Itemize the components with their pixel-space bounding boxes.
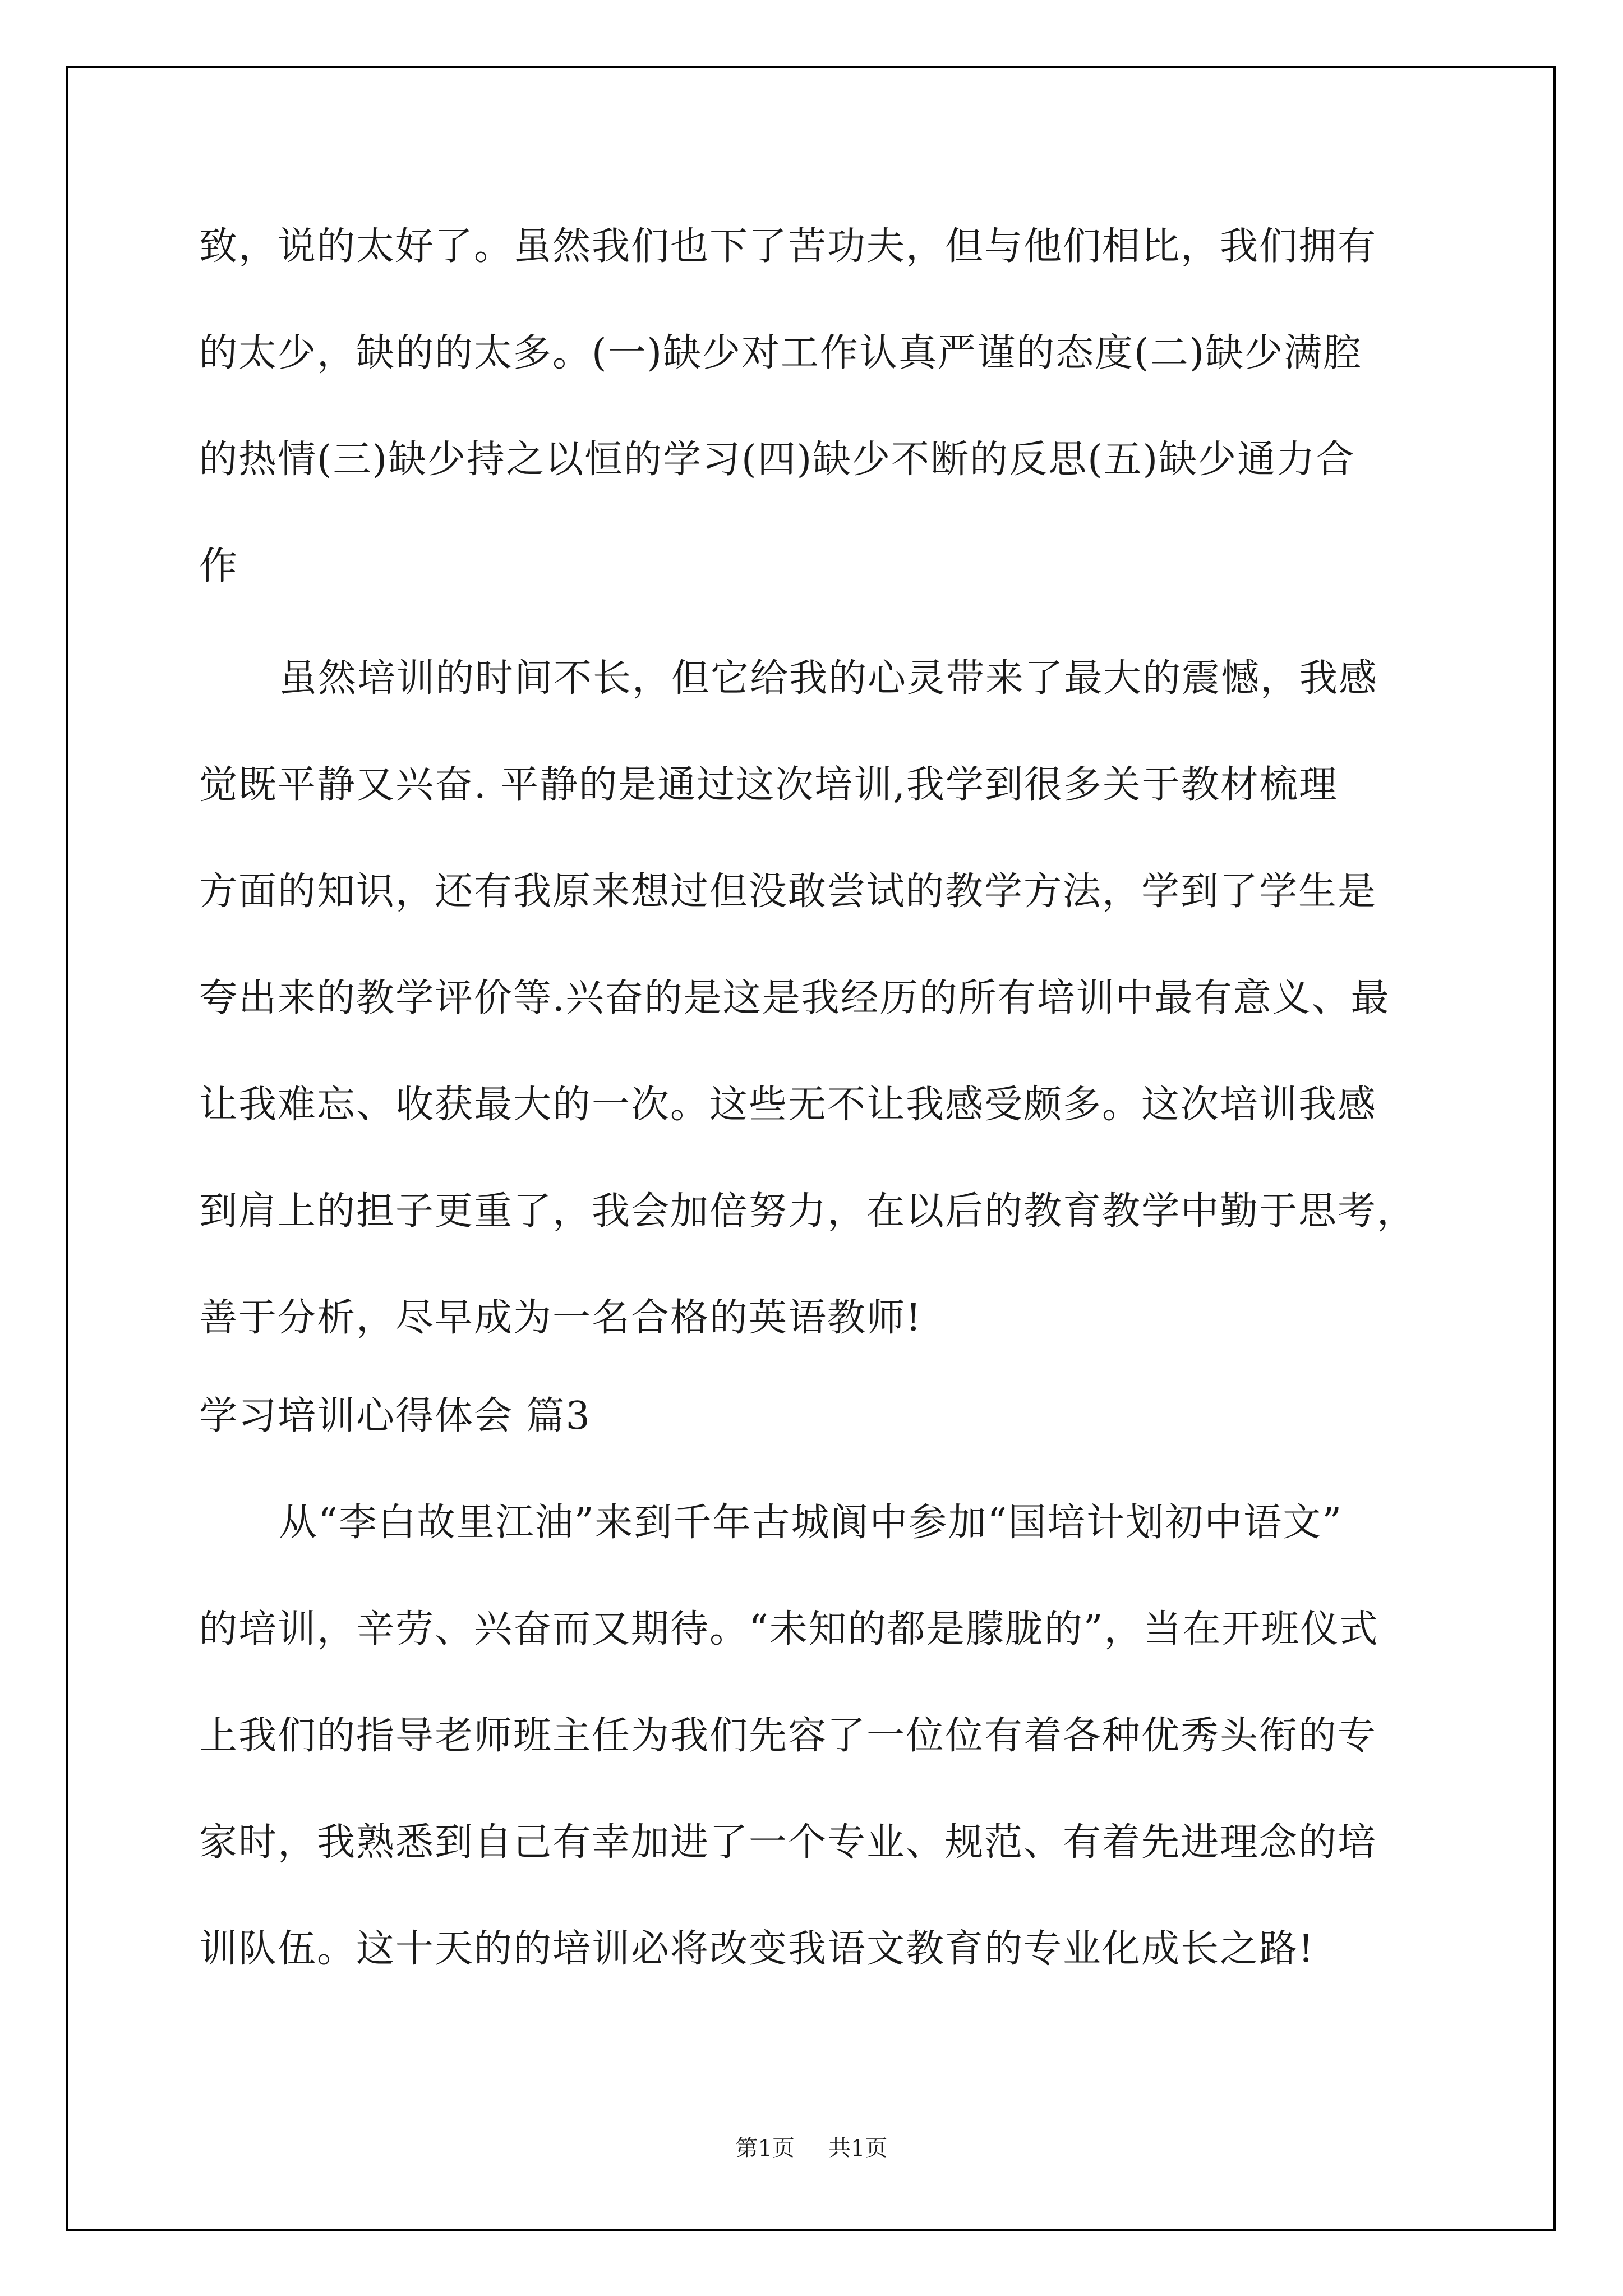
paragraph-1-line-1: 致，说的太好了。虽然我们也下了苦功夫，但与他们相比，我们拥有: [199, 224, 1377, 269]
paragraph-1-line-3: 的热情(三)缺少持之以恒的学习(四)缺少不断的反思(五)缺少通力合: [199, 438, 1355, 482]
paragraph-3-line-5: 训队伍。这十天的的培训必将改变我语文教育的专业化成长之路!: [199, 1927, 1315, 1971]
paragraph-3-line-1: 从“李白故里江油”来到千年古城阆中参加“国培计划初中语文”: [279, 1501, 1343, 1545]
paragraph-2-line-3: 方面的知识，还有我原来想过但没敢尝试的教学方法，学到了学生是: [199, 869, 1377, 914]
paragraph-2-line-4: 夸出来的教学评价等.兴奋的是这是我经历的所有培训中最有意义、最: [199, 976, 1390, 1020]
paragraph-3-line-3: 上我们的指导老师班主任为我们先容了一位位有着各种优秀头衔的专: [199, 1714, 1377, 1758]
page-footer: [0, 2132, 1623, 2165]
paragraph-1-line-4: 作: [199, 544, 239, 588]
paragraph-2-line-1: 虽然培训的时间不长，但它给我的心灵带来了最大的震憾，我感: [279, 656, 1378, 701]
paragraph-2-line-5: 让我难忘、收获最大的一次。这些无不让我感受颇多。这次培训我感: [199, 1083, 1377, 1127]
paragraph-2-line-6: 到肩上的担子更重了，我会加倍努力，在以后的教育教学中勤于思考，: [199, 1189, 1417, 1234]
section-heading: 学习培训心得体会 篇3: [199, 1394, 591, 1438]
paragraph-3-line-2: 的培训，辛劳、兴奋而又期待。“未知的都是朦胧的”，当在开班仪式: [199, 1607, 1379, 1651]
paragraph-1-line-2: 的太少，缺的的太多。(一)缺少对工作认真严谨的态度(二)缺少满腔: [199, 331, 1363, 375]
paragraph-2-line-7: 善于分析，尽早成为一名合格的英语教师!: [199, 1296, 923, 1340]
page-border: [66, 66, 1556, 2231]
paragraph-3-line-4: 家时，我熟悉到自己有幸加进了一个专业、规范、有着先进理念的培: [199, 1820, 1377, 1865]
total-pages-label: 共1页: [828, 2136, 888, 2161]
page-number-label: 第1页: [735, 2136, 795, 2161]
paragraph-2-line-2: 觉既平静又兴奋. 平静的是通过这次培训,我学到很多关于教材梳理: [199, 763, 1338, 807]
